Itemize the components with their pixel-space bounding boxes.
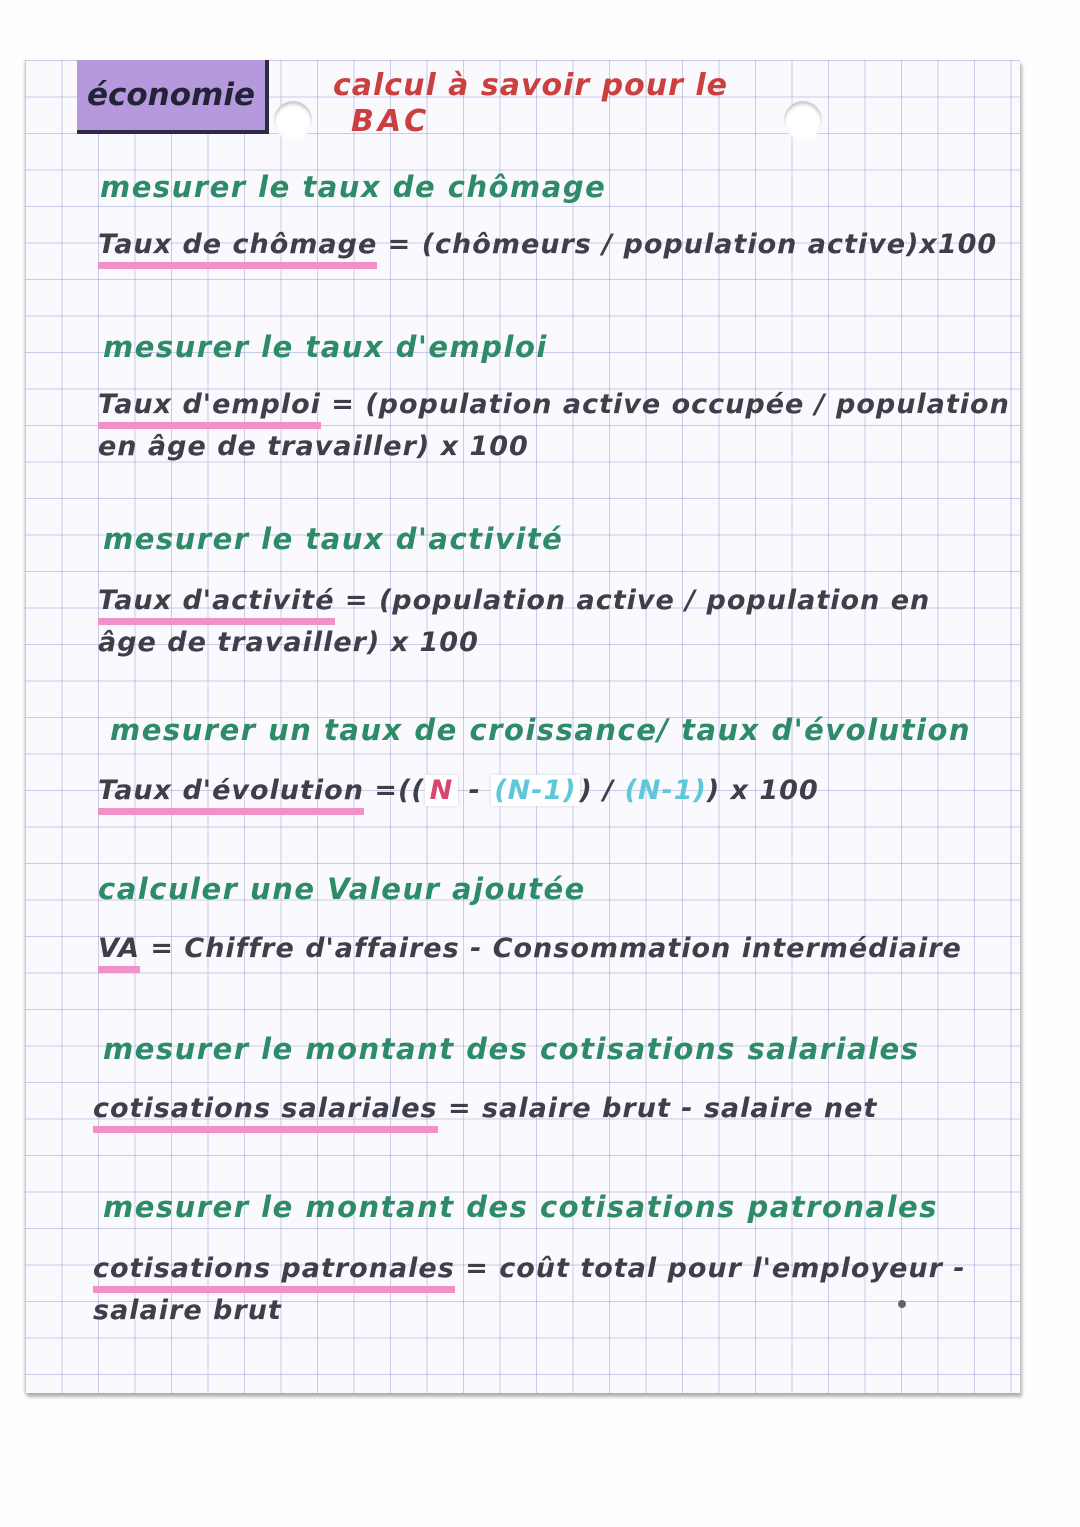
formula-taux-chomage xyxy=(98,224,1048,266)
page-title-line2: BAC xyxy=(351,104,431,139)
formula-valeur-ajoutee xyxy=(98,928,1048,970)
section-heading-valeur-ajoutee: calculer une Valeur ajoutée xyxy=(98,872,586,906)
formula-times-100: ) x 100 xyxy=(706,775,819,806)
subject-label xyxy=(77,60,269,134)
formula-term-underlined: Taux d'activité xyxy=(98,585,335,625)
formula-taux-evolution xyxy=(98,770,1048,812)
page-title xyxy=(333,68,728,140)
formula-cotisations-patronales xyxy=(93,1248,1043,1332)
punch-hole-right xyxy=(784,101,822,139)
formula-term-underlined: cotisations salariales xyxy=(93,1093,438,1133)
section-heading-taux-evolution: mesurer un taux de croissance/ taux d'évolution xyxy=(110,713,972,747)
token-n: N xyxy=(425,775,459,806)
section-heading-taux-chomage: mesurer le taux de chômage xyxy=(100,170,607,204)
formula-body: = salaire brut - salaire net xyxy=(437,1093,878,1124)
section-heading-cotisations-patronales: mesurer le montant des cotisations patronales xyxy=(103,1190,938,1224)
formula-body: = (chômeurs / population active)x100 xyxy=(377,229,998,260)
ink-dot xyxy=(898,1300,906,1308)
formula-term-underlined: VA xyxy=(98,933,140,973)
section-heading-taux-activite: mesurer le taux d'activité xyxy=(103,522,564,556)
token-minus: - xyxy=(458,775,492,806)
formula-term-underlined: Taux de chômage xyxy=(98,229,377,269)
subject-label-text: économie xyxy=(86,77,256,113)
page-title-line1: calcul à savoir pour le xyxy=(333,68,728,103)
section-heading-taux-emploi: mesurer le taux d'emploi xyxy=(103,330,548,364)
punch-hole-left xyxy=(274,101,312,139)
formula-body-line2: salaire brut xyxy=(93,1295,282,1326)
formula-taux-emploi xyxy=(98,384,1048,468)
formula-body: = (population active / population en xyxy=(334,585,931,616)
section-heading-cotisations-salariales: mesurer le montant des cotisations salariales xyxy=(103,1032,920,1066)
formula-body-line2: âge de travailler) x 100 xyxy=(98,627,479,658)
formula-term-underlined: Taux d'évolution xyxy=(98,775,364,815)
formula-body-line2: en âge de travailler) x 100 xyxy=(98,431,529,462)
formula-body: = (population active occupée / population xyxy=(320,389,1010,420)
token-n-minus-1-second: (N-1) xyxy=(624,775,707,806)
formula-term-underlined: cotisations patronales xyxy=(93,1253,455,1293)
notebook-page xyxy=(25,60,1020,1393)
formula-cotisations-salariales xyxy=(93,1088,1043,1130)
formula-divide: ) / xyxy=(579,775,625,806)
formula-term-underlined: Taux d'emploi xyxy=(98,389,321,429)
formula-equals-parens: =(( xyxy=(363,775,425,806)
formula-body: = Chiffre d'affaires - Consommation intermédiaire xyxy=(139,933,962,964)
token-n-minus-1-first: (N-1) xyxy=(491,775,579,806)
formula-body: = coût total pour l'employeur - xyxy=(454,1253,966,1284)
formula-taux-activite xyxy=(98,580,1048,664)
